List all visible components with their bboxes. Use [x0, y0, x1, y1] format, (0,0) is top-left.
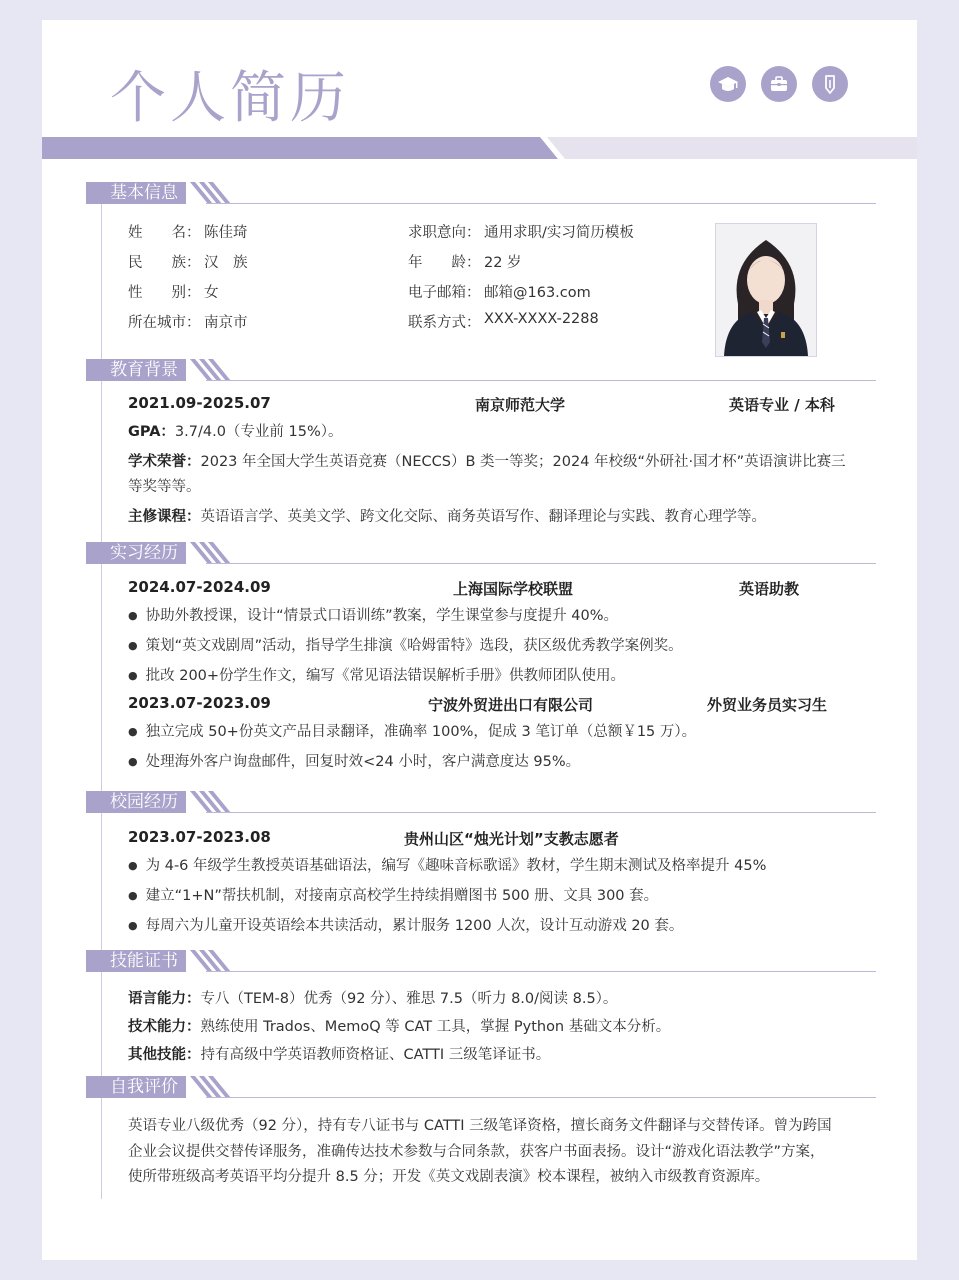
- section-rule: [206, 812, 876, 813]
- section-title: 技能证书: [86, 950, 186, 972]
- ethnicity-value: 汉 族: [204, 255, 248, 271]
- name-label: 姓 名：: [128, 225, 201, 241]
- campus-title: 贵州山区“烛光计划”支教志愿者: [404, 830, 619, 848]
- self-eval-line-1: 英语专业八级优秀（92 分），持有专八证书与 CATTI 三级笔译资格，擅长商务文件翻译与交替传译。曾为跨国: [128, 1118, 832, 1134]
- skill-label: 技术能力：: [128, 1019, 201, 1035]
- section-header-basic: [86, 182, 876, 204]
- courses-label: 主修课程：: [128, 509, 201, 525]
- list-item: ● 为 4-6 年级学生教授英语基础语法，编写《趣味音标歌谣》教材，学生期末测试及格率提升 45%: [128, 854, 766, 875]
- section-header-campus: [86, 791, 876, 813]
- courses-value: 英语语言学、英美文学、跨文化交际、商务英语写作、翻译理论与实践、教育心理学等。: [200, 509, 766, 525]
- stripes-decoration: [186, 542, 232, 564]
- section-rule: [206, 1097, 876, 1098]
- briefcase-icon: [761, 66, 797, 102]
- edu-major: 英语专业 / 本科: [729, 396, 835, 414]
- section-header-skills: [86, 950, 876, 972]
- skill-language: [128, 987, 617, 1008]
- stripes-decoration: [186, 359, 232, 381]
- skill-value: 持有高级中学英语教师资格证、CATTI 三级笔译证书。: [200, 1047, 551, 1063]
- skill-value: 熟练使用 Trados、MemoQ 等 CAT 工具，掌握 Python 基础文本分析。: [200, 1019, 671, 1035]
- honors-line-2: 等奖等等。: [128, 479, 201, 495]
- header-banner: [42, 137, 917, 159]
- section-header-internship: [86, 542, 876, 564]
- section-rule: [206, 971, 876, 972]
- pencil-icon: [812, 66, 848, 102]
- section-title: 基本信息: [86, 182, 186, 204]
- section-rule: [206, 380, 876, 381]
- skill-value: 专八（TEM-8）优秀（92 分）、雅思 7.5（听力 8.0/阅读 8.5）。: [200, 991, 618, 1007]
- intern-1-role: 英语助教: [739, 580, 800, 598]
- skill-label: 语言能力：: [128, 991, 201, 1007]
- list-item: ● 建立“1+N”帮扶机制，对接南京高校学生持续捐赠图书 500 册、文具 300 套。: [128, 884, 658, 905]
- list-item: ● 批改 200+份学生作文，编写《常见语法错误解析手册》供教师团队使用。: [128, 664, 625, 685]
- city-value: 南京市: [204, 315, 248, 331]
- list-item: ● 协助外教授课，设计“情景式口语训练”教案，学生课堂参与度提升 40%。: [128, 604, 618, 625]
- profile-photo: [715, 223, 817, 357]
- intern-2-period: 2023.07-2023.09: [128, 694, 271, 712]
- section-title: 教育背景: [86, 359, 186, 381]
- skill-tech: [128, 1015, 670, 1036]
- section-rule: [206, 203, 876, 204]
- skill-label: 其他技能：: [128, 1047, 201, 1063]
- skill-other: [128, 1043, 550, 1064]
- intent-value: 通用求职/实习简历模板: [484, 225, 634, 241]
- timeline-line: [101, 183, 102, 1199]
- gpa-line: [128, 420, 343, 441]
- section-header-self: [86, 1076, 876, 1098]
- self-eval-line-2: 企业会议提供交替传译服务，准确传达技术参数与合同条款，获客户书面表扬。设计“游戏化语法教学”方案，: [128, 1144, 825, 1160]
- list-item: ● 每周六为儿童开设英语绘本共读活动，累计服务 1200 人次，设计互动游戏 20 套。: [128, 914, 683, 935]
- list-item: ● 处理海外客户询盘邮件，回复时效<24 小时，客户满意度达 95%。: [128, 750, 580, 771]
- intern-1-org: 上海国际学校联盟: [453, 580, 574, 598]
- edu-school: 南京师范大学: [475, 396, 566, 414]
- section-title: 实习经历: [86, 542, 186, 564]
- age-value: 22 岁: [484, 255, 522, 271]
- name-value: 陈佳琦: [204, 225, 248, 241]
- gender-value: 女: [204, 285, 219, 301]
- gpa-label: GPA：: [128, 424, 175, 440]
- graduation-cap-icon: [710, 66, 746, 102]
- list-item: ● 策划“英文戏剧周”活动，指导学生排演《哈姆雷特》选段，获区级优秀教学案例奖。: [128, 634, 683, 655]
- stripes-decoration: [186, 1076, 232, 1098]
- honors-value: 2023 年全国大学生英语竞赛（NECCS）B 类一等奖；2024 年校级“外研社·国才杯”英语演讲比赛三: [200, 454, 846, 470]
- list-item: ● 独立完成 50+份英文产品目录翻译，准确率 100%，促成 3 笔订单（总额￥15 万）。: [128, 720, 696, 741]
- courses-line: [128, 505, 766, 526]
- honors-label: 学术荣誉：: [128, 454, 201, 470]
- intern-1-period: 2024.07-2024.09: [128, 578, 271, 596]
- phone-value: XXX-XXXX-2288: [484, 311, 599, 327]
- edu-period: 2021.09-2025.07: [128, 394, 271, 412]
- honors-line: [128, 450, 846, 471]
- section-header-education: [86, 359, 876, 381]
- email-value: 邮箱@163.com: [484, 285, 591, 301]
- header-icons: [710, 66, 848, 102]
- section-title: 校园经历: [86, 791, 186, 813]
- city-label: 所在城市：: [128, 315, 201, 331]
- age-label: 年 龄：: [408, 255, 481, 271]
- phone-label: 联系方式：: [408, 315, 481, 331]
- stripes-decoration: [186, 791, 232, 813]
- resume-page: [42, 20, 917, 1260]
- gender-label: 性 别：: [128, 285, 201, 301]
- section-title: 自我评价: [86, 1076, 186, 1098]
- intern-2-org: 宁波外贸进出口有限公司: [428, 696, 594, 714]
- intern-2-role: 外贸业务员实习生: [707, 696, 828, 714]
- ethnicity-label: 民 族：: [128, 255, 201, 271]
- campus-period: 2023.07-2023.08: [128, 828, 271, 846]
- page-title: 个人简历: [110, 66, 350, 131]
- gpa-value: 3.7/4.0（专业前 15%）。: [174, 424, 343, 440]
- section-rule: [206, 563, 876, 564]
- intent-label: 求职意向：: [408, 225, 481, 241]
- self-eval-line-3: 使所带班级高考英语平均分提升 8.5 分；开发《英文戏剧表演》校本课程，被纳入市级教育资源库。: [128, 1169, 770, 1185]
- stripes-decoration: [186, 182, 232, 204]
- stripes-decoration: [186, 950, 232, 972]
- email-label: 电子邮箱：: [408, 285, 481, 301]
